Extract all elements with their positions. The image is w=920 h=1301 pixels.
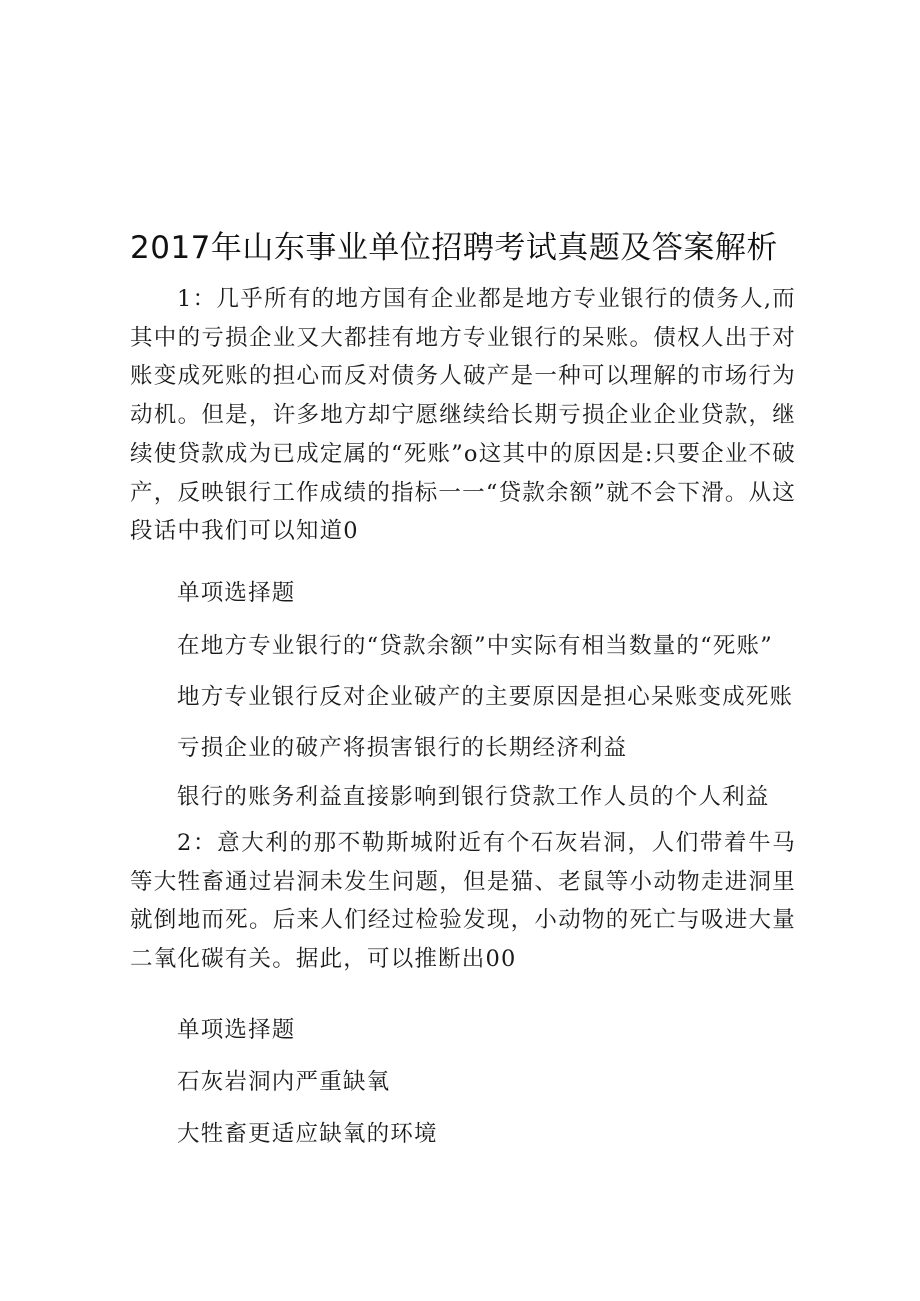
question-1-type: 单项选择题: [177, 580, 296, 606]
document-title: 2017年山东事业单位招聘考试真题及答案解析: [130, 230, 778, 266]
question-2-option-2: 大牲畜更适应缺氧的环境: [177, 1121, 438, 1147]
question-1-option-1: 在地方专业银行的“贷款余额”中实际有相当数量的“死账”: [177, 633, 773, 659]
question-1-option-3: 亏损企业的破产将损害银行的长期经济利益: [177, 735, 628, 761]
question-1-option-2: 地方专业银行反对企业破产的主要原因是担心呆账变成死账: [177, 684, 794, 710]
question-1-option-4: 银行的账务利益直接影响到银行贷款工作人员的个人利益: [177, 784, 770, 810]
question-2-stem: 2：意大利的那不勒斯城附近有个石灰岩洞，人们带着牛马等大牲畜通过岩洞未发生问题，但是猫、老鼠等小动物走进洞里就倒地而死。后来人们经过检验发现，小动物的死亡与吸进大量二氧化碳有关。据此，可以推断出00: [130, 830, 796, 973]
question-1-stem: 1：几乎所有的地方国有企业都是地方专业银行的债务人,而其中的亏损企业又大都挂有地方专业银行的呆账。债权人出于对账变成死账的担心而反对债务人破产是一种可以理解的市场行为动机。但是，许多地方却宁愿继续给长期亏损企业企业贷款，继续使贷款成为已成定属的“死账”o这其中的原因是:只要企业不破产，反映银行工作成绩的指标一一“贷款余额”就不会下滑。从这段话中我们可以知道0: [130, 286, 796, 545]
question-2-type: 单项选择题: [177, 1017, 296, 1043]
question-2-option-1: 石灰岩洞内严重缺氧: [177, 1069, 391, 1095]
